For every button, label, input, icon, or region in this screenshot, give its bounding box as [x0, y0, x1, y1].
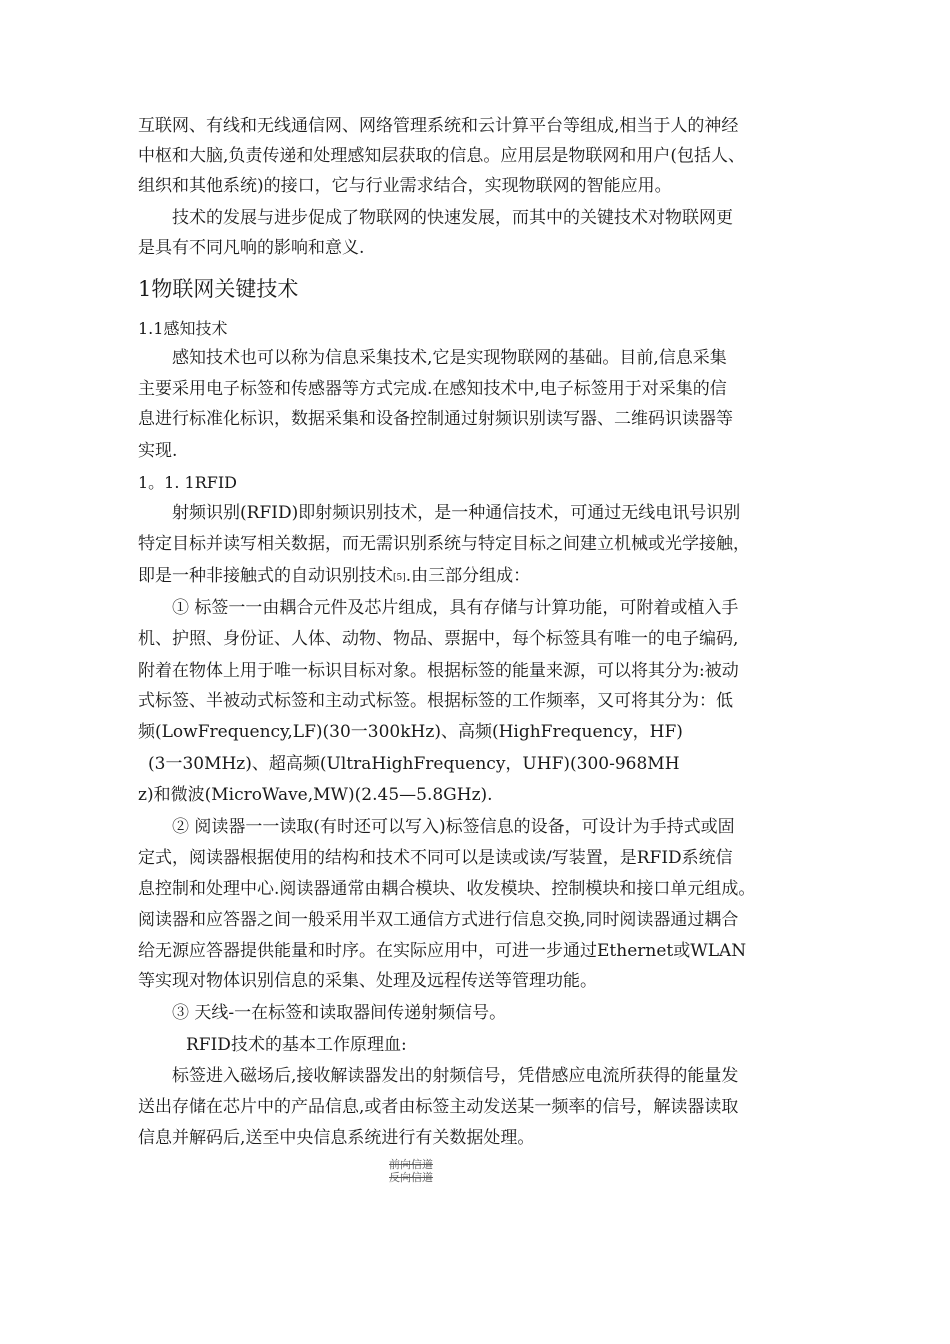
paragraph-line: 中枢和大脑,负责传递和处理感知层获取的信息。应用层是物联网和用户(包括人、: [138, 146, 746, 166]
figure-label-forward: 前向信道: [389, 1158, 433, 1171]
paragraph-line: 机、护照、身份证、人体、动物、物品、票据中，每个标签具有唯一的电子编码,: [138, 629, 739, 649]
paragraph-line: 附着在物体上用于唯一标识目标对象。根据标签的能量来源，可以将其分为:被动: [138, 661, 739, 681]
paragraph-text: 即是一种非接触式的自动识别技术: [138, 566, 393, 586]
figure-label-reverse: 反向信道: [389, 1171, 433, 1184]
paragraph-line: 定式，阅读器根据使用的结构和技术不同可以是读或读/写装置，是RFID系统信: [138, 848, 733, 868]
subsubsection-heading: 1。1. 1RFID: [138, 473, 238, 492]
paragraph-line: 信息并解码后,送至中央信息系统进行有关数据处理。: [138, 1128, 535, 1148]
paragraph-line: 息控制和处理中心.阅读器通常由耦合模块、收发模块、控制模块和接口单元组成。: [138, 879, 756, 899]
citation-ref: [5]: [393, 573, 406, 583]
list-item-reader: ② 阅读器一一读取(有时还可以写入)标签信息的设备，可设计为手持式或固: [172, 817, 735, 837]
paragraph-line: 感知技术也可以称为信息采集技术,它是实现物联网的基础。目前,信息采集: [172, 348, 727, 368]
subsection-heading: 1.1感知技术: [138, 319, 228, 338]
paragraph-line: 互联网、有线和无线通信网、网络管理系统和云计算平台等组成,相当于人的神经: [138, 116, 739, 136]
list-item-tag: ① 标签一一由耦合元件及芯片组成，具有存储与计算功能，可附着或植入手: [172, 598, 739, 618]
paragraph-line: 技术的发展与进步促成了物联网的快速发展，而其中的关键技术对物联网更: [172, 208, 733, 228]
paragraph-line: (3一30MHz)、超高频(UltraHighFrequency，UHF)(300-968MH: [148, 754, 680, 774]
paragraph-line: 式标签、半被动式标签和主动式标签。根据标签的工作频率，又可将其分为：低: [138, 691, 733, 711]
paragraph-line: [138, 561, 530, 593]
paragraph-line: 等实现对物体识别信息的采集、处理及远程传送等管理功能。: [138, 971, 597, 991]
paragraph-line: 主要采用电子标签和传感器等方式完成.在感知技术中,电子标签用于对采集的信: [138, 379, 727, 399]
paragraph-line: 标签进入磁场后,接收解读器发出的射频信号，凭借感应电流所获得的能量发: [172, 1066, 739, 1086]
principle-title: RFID技术的基本工作原理血:: [186, 1035, 407, 1055]
paragraph-line: 给无源应答器提供能量和时序。在实际应用中，可进一步通过Ethernet或WLAN: [138, 941, 747, 961]
paragraph-text: .由三部分组成：: [405, 566, 531, 586]
paragraph-line: 射频识别(RFID)即射频识别技术，是一种通信技术，可通过无线电讯号识别: [172, 503, 741, 523]
paragraph-line: 息进行标准化标识，数据采集和设备控制通过射频识别读写器、二维码识读器等: [138, 409, 733, 429]
paragraph-line: 送出存储在芯片中的产品信息,或者由标签主动发送某一频率的信号，解读器读取: [138, 1097, 739, 1117]
list-item-antenna: ③ 天线-一在标签和读取器间传递射频信号。: [172, 1003, 507, 1023]
section-heading: 1物联网关键技术: [138, 277, 299, 301]
paragraph-line: 组织和其他系统)的接口，它与行业需求结合，实现物联网的智能应用。: [138, 176, 672, 196]
paragraph-line: 是具有不同凡响的影响和意义.: [138, 238, 365, 258]
paragraph-line: 实现.: [138, 441, 178, 461]
paragraph-line: 频(LowFrequency,LF)(30一300kHz)、高频(HighFrequency，HF): [138, 722, 683, 742]
paragraph-line: 特定目标并读写相关数据，而无需识别系统与特定目标之间建立机械或光学接触，: [138, 534, 750, 554]
paragraph-line: 阅读器和应答器之间一般采用半双工通信方式进行信息交换,同时阅读器通过耦合: [138, 910, 739, 930]
paragraph-line: z)和微波(MicroWave,MW)(2.45—5.8GHz).: [138, 785, 493, 805]
